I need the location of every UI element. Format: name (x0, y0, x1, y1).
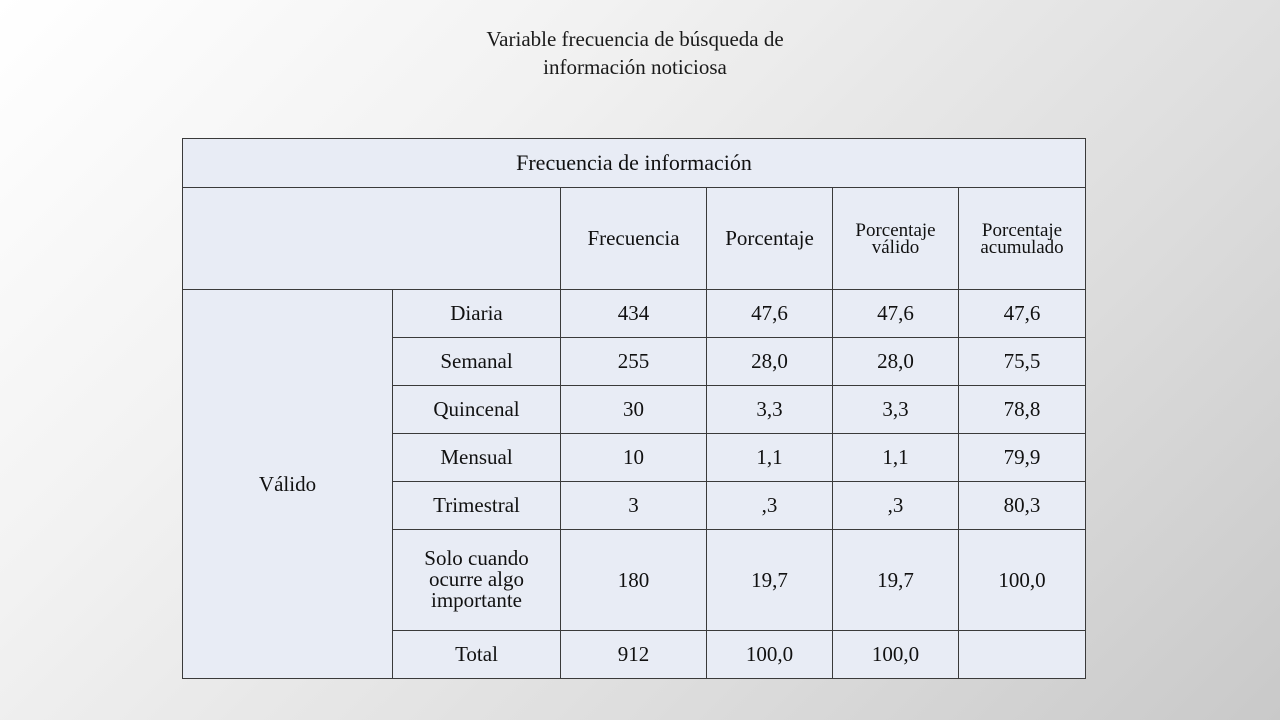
row-label: Quincenal (393, 386, 561, 434)
header-porcentaje-valido (833, 188, 959, 290)
cell-frecuencia: 255 (561, 338, 707, 386)
header-porcentaje-acumulado-line-1: Porcentaje (981, 219, 1063, 241)
cell-porcentaje-acumulado (959, 631, 1086, 679)
header-porcentaje-acumulado (959, 188, 1086, 290)
group-label-valido: Válido (183, 290, 393, 679)
cell-frecuencia: 10 (561, 434, 707, 482)
row-label-multiline (424, 545, 529, 612)
cell-porcentaje: 28,0 (707, 338, 833, 386)
cell-frecuencia: 180 (561, 530, 707, 631)
cell-frecuencia: 434 (561, 290, 707, 338)
row-label: Mensual (393, 434, 561, 482)
cell-porcentaje: 1,1 (707, 434, 833, 482)
slide-title-line-2: información noticiosa (543, 55, 727, 79)
table-caption-row (183, 139, 1086, 188)
cell-porcentaje: 19,7 (707, 530, 833, 631)
cell-porcentaje-valido: 3,3 (833, 386, 959, 434)
table-row (183, 290, 1086, 338)
cell-porcentaje: ,3 (707, 482, 833, 530)
table-header-row (183, 188, 1086, 290)
cell-porcentaje-acumulado: 75,5 (959, 338, 1086, 386)
cell-porcentaje-valido: 100,0 (833, 631, 959, 679)
header-porcentaje-valido-line-2: válido (871, 236, 920, 258)
cell-frecuencia: 912 (561, 631, 707, 679)
row-label-line-3: importante (431, 587, 522, 612)
slide-title (0, 25, 1270, 81)
cell-frecuencia: 30 (561, 386, 707, 434)
row-label: Semanal (393, 338, 561, 386)
header-frecuencia: Frecuencia (561, 188, 707, 290)
cell-porcentaje-acumulado: 80,3 (959, 482, 1086, 530)
header-porcentaje: Porcentaje (707, 188, 833, 290)
row-label-total: Total (393, 631, 561, 679)
table-caption: Frecuencia de información (183, 139, 1086, 188)
cell-frecuencia: 3 (561, 482, 707, 530)
row-label-line-2: ocurre algo (428, 566, 525, 591)
slide-title-line-1: Variable frecuencia de búsqueda de (486, 27, 784, 51)
header-porcentaje-acumulado-line-2: acumulado (980, 236, 1064, 258)
cell-porcentaje-valido: 28,0 (833, 338, 959, 386)
cell-porcentaje: 100,0 (707, 631, 833, 679)
cell-porcentaje-acumulado: 47,6 (959, 290, 1086, 338)
cell-porcentaje: 3,3 (707, 386, 833, 434)
cell-porcentaje-valido: ,3 (833, 482, 959, 530)
row-label (393, 530, 561, 631)
cell-porcentaje-valido: 47,6 (833, 290, 959, 338)
cell-porcentaje: 47,6 (707, 290, 833, 338)
cell-porcentaje-acumulado: 78,8 (959, 386, 1086, 434)
header-porcentaje-valido-line-1: Porcentaje (855, 219, 936, 241)
cell-porcentaje-valido: 1,1 (833, 434, 959, 482)
cell-porcentaje-acumulado: 100,0 (959, 530, 1086, 631)
cell-porcentaje-acumulado: 79,9 (959, 434, 1086, 482)
cell-porcentaje-valido: 19,7 (833, 530, 959, 631)
header-empty-cell (183, 188, 561, 290)
frequency-table (182, 138, 1086, 679)
row-label: Diaria (393, 290, 561, 338)
row-label: Trimestral (393, 482, 561, 530)
row-label-line-1: Solo cuando (424, 545, 529, 570)
